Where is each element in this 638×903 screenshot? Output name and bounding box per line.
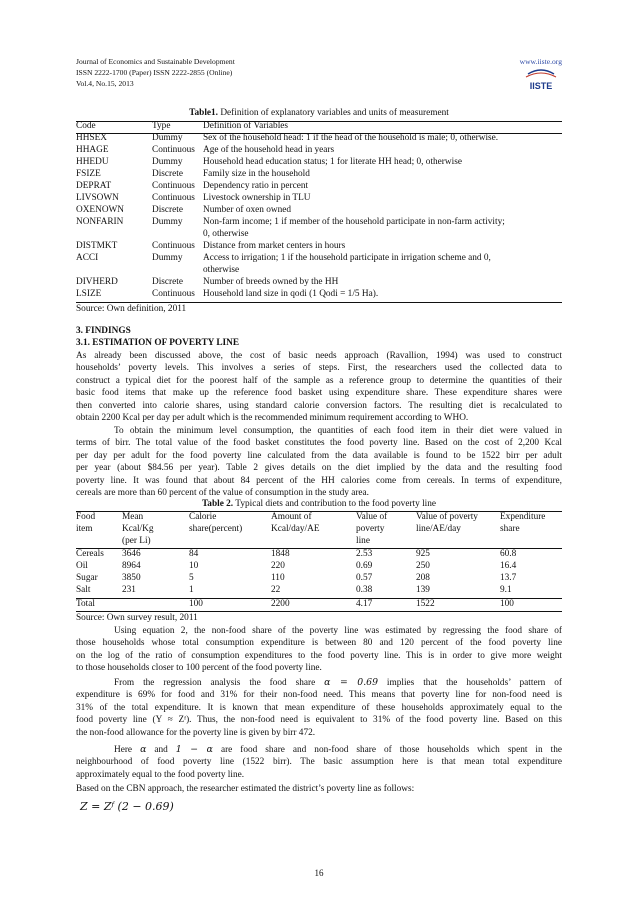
- variable-code-cell: DIVHERD: [76, 277, 118, 287]
- table2-cell: 220: [271, 561, 285, 571]
- paragraph-regression: [76, 677, 562, 739]
- variable-definition-cell: otherwise: [203, 265, 240, 275]
- page-number: 16: [314, 868, 324, 878]
- table2-cell: 139: [416, 585, 430, 595]
- para-line-with-symbols: Here α and 1 − α are food share and non-food share of those households which spent in the: [114, 744, 562, 755]
- variable-type-cell: Dummy: [152, 157, 183, 167]
- table2-header-cell: Kcal/Kg: [122, 524, 154, 534]
- table2-cell: Sugar: [76, 573, 98, 583]
- table2-header-cell: poverty: [356, 524, 385, 534]
- table2-header-cell: line: [356, 536, 370, 546]
- para-line: terms of birr. The total value of the food basket constitutes the food poverty line. Based on the cost of 2,200 Kcal: [76, 438, 562, 449]
- variable-definition-cell: Age of the household head in years: [203, 145, 335, 155]
- variable-definition-cell: Family size in the household: [203, 169, 310, 179]
- variable-type-cell: Continuous: [152, 289, 195, 299]
- variable-type-cell: Dummy: [152, 217, 183, 227]
- variable-definition-cell: Non-farm income; 1 if member of the household participate in non-farm activity;: [203, 217, 505, 227]
- para-line: on the log of the ratio of consumption expenditures to the food poverty line. This is in order to give more weight: [76, 650, 562, 661]
- paragraph-cbn-estimate: Based on the CBN approach, the researcher estimated the district’s poverty line as follows:: [76, 784, 415, 794]
- table2-cell: 0.57: [356, 573, 373, 583]
- iiste-logo: [524, 68, 558, 92]
- table2-total-cell: 1522: [416, 599, 435, 609]
- table1-top-rule: [76, 121, 562, 122]
- para-line: then converted into calorie shares, using standard calorie conversion factors. The resulting diet is recalculated to: [76, 400, 562, 411]
- para-line: construct a typical diet for the poorest half of the sample as a reference group to determine the quantities of their: [76, 375, 562, 386]
- table2-cell: 10: [189, 561, 199, 571]
- table2-cell: 1848: [271, 549, 290, 559]
- table2-cell: 231: [122, 585, 136, 595]
- table2-cell: 3646: [122, 549, 141, 559]
- table2-total-rule: [76, 598, 562, 599]
- table2-cell: Cereals: [76, 549, 104, 559]
- variable-definition-cell: Household land size in qodi (1 Qodi = 1/5 Ha).: [203, 289, 379, 299]
- table2-cell: 5: [189, 573, 194, 583]
- variable-type-cell: Discrete: [152, 277, 183, 287]
- table1-bottom-rule: [76, 302, 562, 303]
- journal-url-link[interactable]: www.iiste.org: [519, 57, 562, 66]
- variable-definition-cell: Number of oxen owned: [203, 205, 292, 215]
- variable-code-cell: LSIZE: [76, 289, 102, 299]
- variable-type-cell: Continuous: [152, 181, 195, 191]
- table2-header-cell: Mean: [122, 512, 144, 522]
- table2-total-cell: 100: [189, 599, 203, 609]
- paragraph-food-poverty-line: [76, 425, 562, 499]
- variable-code-cell: HHSEX: [76, 133, 107, 143]
- para-line: To obtain the minimum level consumption, the quantities of each food item in their diet were valued in: [114, 426, 562, 436]
- table2-cell: 3850: [122, 573, 141, 583]
- variable-code-cell: HHEDU: [76, 157, 109, 167]
- variable-type-cell: Continuous: [152, 145, 195, 155]
- variable-type-cell: Discrete: [152, 205, 183, 215]
- variable-definition-cell: Livestock ownership in TLU: [203, 193, 311, 203]
- table2-cell: Oil: [76, 561, 88, 571]
- table2-header-rule: [76, 548, 562, 549]
- table1-header-rule: [76, 133, 562, 134]
- table2-header-cell: Kcal/day/AE: [271, 524, 320, 534]
- variable-type-cell: Continuous: [152, 193, 195, 203]
- para-line: 31% of the total expenditure. It is known that mean expenditure of these households approximately equal to the: [76, 702, 562, 713]
- variable-definition-cell: Household head education status; 1 for literate HH head; 0, otherwise: [203, 157, 462, 167]
- table2-header-cell: item: [76, 524, 93, 534]
- variable-code-cell: HHAGE: [76, 145, 109, 155]
- table1-header-cell: Code: [76, 121, 96, 131]
- variable-code-cell: OXENOWN: [76, 205, 125, 215]
- svg-text:IISTE: IISTE: [529, 81, 553, 91]
- table2-cell: 84: [189, 549, 199, 559]
- table2-cell: 0.38: [356, 585, 373, 595]
- journal-header: [76, 56, 562, 89]
- table2-cell: 13.7: [500, 573, 517, 583]
- para-line: approximately equal to the food poverty line.: [76, 769, 245, 780]
- table2-cell: 0.69: [356, 561, 373, 571]
- para-line: those households whose total consumption expenditure is between 80 and 120 percent of the food poverty line: [76, 638, 562, 649]
- variable-definition-cell: Access to irrigation; 1 if the household participate in irrigation scheme and 0,: [203, 253, 491, 263]
- table2-total-cell: 2200: [271, 599, 290, 609]
- section-heading: 3. FINDINGS: [76, 326, 131, 336]
- journal-title: Journal of Economics and Sustainable Development: [76, 57, 235, 66]
- paper-page: [76, 0, 562, 903]
- table2-header-cell: Value of poverty: [416, 512, 478, 522]
- table2-cell: 22: [271, 585, 281, 595]
- table2-cell: 925: [416, 549, 430, 559]
- table2-source: Source: Own survey result, 2011: [76, 613, 198, 623]
- table2-header-cell: Food: [76, 512, 96, 522]
- table1-header-cell: Type: [152, 121, 171, 131]
- variable-code-cell: DEPRAT: [76, 181, 112, 191]
- variable-code-cell: LIVSOWN: [76, 193, 119, 203]
- table2-header-cell: Value of: [356, 512, 388, 522]
- variable-type-cell: Dummy: [152, 253, 183, 263]
- subsection-heading: 3.1. ESTIMATION OF POVERTY LINE: [76, 338, 240, 348]
- para-line-with-equation: From the regression analysis the food share α = 0.69 implies that the households’ pattern of: [114, 677, 562, 688]
- table2-header-cell: share: [500, 524, 520, 534]
- table2-cell: 8964: [122, 561, 141, 571]
- para-line: food poverty line (Y ≈ Zᶠ). Thus, the non-food need is equivalent to 31% of the food poverty line. Based on this: [76, 715, 562, 726]
- table2-cell: 208: [416, 573, 430, 583]
- para-line: As already been discussed above, the cost of basic needs approach (Ravallion, 1994) was used to construct: [76, 351, 562, 361]
- table2-cell: 110: [271, 573, 285, 583]
- para-line: the non-food allowance for the poverty line is given by birr 472.: [76, 727, 316, 738]
- para-line: neighbourhood of food poverty line (1522 birr). The basic assumption here is that mean total expenditure: [76, 757, 562, 768]
- variable-code-cell: NONFARIN: [76, 217, 124, 227]
- para-line: households’ poverty levels. This involves a series of steps. First, the researchers used the collected data to: [76, 363, 562, 374]
- para-line: poverty line. It was found that about 84 percent of the HH calories come from cereals. In terms of expenditure,: [76, 475, 562, 486]
- variable-definition-cell: Distance from market centers in hours: [203, 241, 346, 251]
- variable-code-cell: DISTMKT: [76, 241, 118, 251]
- para-line: cereals are more than 60 percent of the value of consumption in the study area.: [76, 487, 369, 498]
- paragraph-shares: [76, 744, 562, 781]
- variable-type-cell: Dummy: [152, 133, 183, 143]
- para-line: basic food items that make up the reference food basket using expenditure share. These expenditure shares were: [76, 388, 562, 399]
- variable-code-cell: FSIZE: [76, 169, 101, 179]
- para-line: Using equation 2, the non-food share of the poverty line was estimated by regressing the food share of: [114, 626, 562, 636]
- table2-cell: 9.1: [500, 585, 512, 595]
- paragraph-nonfood-share: [76, 625, 562, 675]
- table2-cell: Salt: [76, 585, 91, 595]
- table1-caption: Table1. Definition of explanatory variables and units of measurement: [189, 108, 449, 118]
- table1-header-cell: Definition of Variables: [203, 121, 289, 131]
- poverty-line-equation: Z = Zᶠ (2 − 0.69): [80, 800, 174, 813]
- para-line: to those households closer to 100 percent of the food poverty line.: [76, 663, 322, 674]
- para-line: per day per adult for the food poverty line calculated from the data available is found to be 1522 birr per adult: [76, 450, 562, 461]
- food-share-equation: α = 0.69: [324, 677, 378, 688]
- table2-total-cell: 4.17: [356, 599, 373, 609]
- para-line: expenditure is 69% for food and 31% for their non-food need. This means that poverty line for non-food need is: [76, 690, 562, 701]
- variable-definition-cell: Sex of the household head: 1 if the head of the household is male; 0, otherwise.: [203, 133, 499, 143]
- table2-caption: Table 2. Typical diets and contribution to the food poverty line: [201, 499, 437, 509]
- table2-bottom-rule: [76, 611, 562, 612]
- variable-definition-cell: Number of breeds owned by the HH: [203, 277, 339, 287]
- table2-cell: 1: [189, 585, 194, 595]
- table2-header-cell: Amount of: [271, 512, 312, 522]
- table2-total-cell: Total: [76, 599, 95, 609]
- table2-total-cell: 100: [500, 599, 514, 609]
- table2-header-cell: Expenditure: [500, 512, 546, 522]
- para-line: per year (about $84.56 per year). Table 2 gives details on the diet implied by the data and the resulting food: [76, 463, 562, 474]
- variable-definition-cell: 0, otherwise: [203, 229, 249, 239]
- para-line: obtain 2200 Kcal per day per adult which is the recommended minimum requirement according to WHO.: [76, 412, 469, 423]
- variable-definition-cell: Dependency ratio in percent: [203, 181, 309, 191]
- table2-header-cell: (per Li): [122, 536, 151, 546]
- table2-cell: 2.53: [356, 549, 373, 559]
- table1-source: Source: Own definition, 2011: [76, 304, 187, 314]
- paragraph-cbn-approach: [76, 350, 562, 424]
- table2-cell: 60.8: [500, 549, 517, 559]
- table2-cell: 250: [416, 561, 430, 571]
- variable-code-cell: ACCI: [76, 253, 99, 263]
- table2-header-cell: Calorie: [189, 512, 217, 522]
- journal-issn: ISSN 2222-1700 (Paper) ISSN 2222-2855 (Online): [76, 68, 233, 77]
- variable-type-cell: Discrete: [152, 169, 183, 179]
- table2-cell: 16.4: [500, 561, 517, 571]
- table2-header-cell: share(percent): [189, 524, 243, 534]
- variable-type-cell: Continuous: [152, 241, 195, 251]
- journal-volume: Vol.4, No.15, 2013: [76, 79, 134, 88]
- table2-top-rule: [76, 511, 562, 512]
- table2-header-cell: line/AE/day: [416, 524, 461, 534]
